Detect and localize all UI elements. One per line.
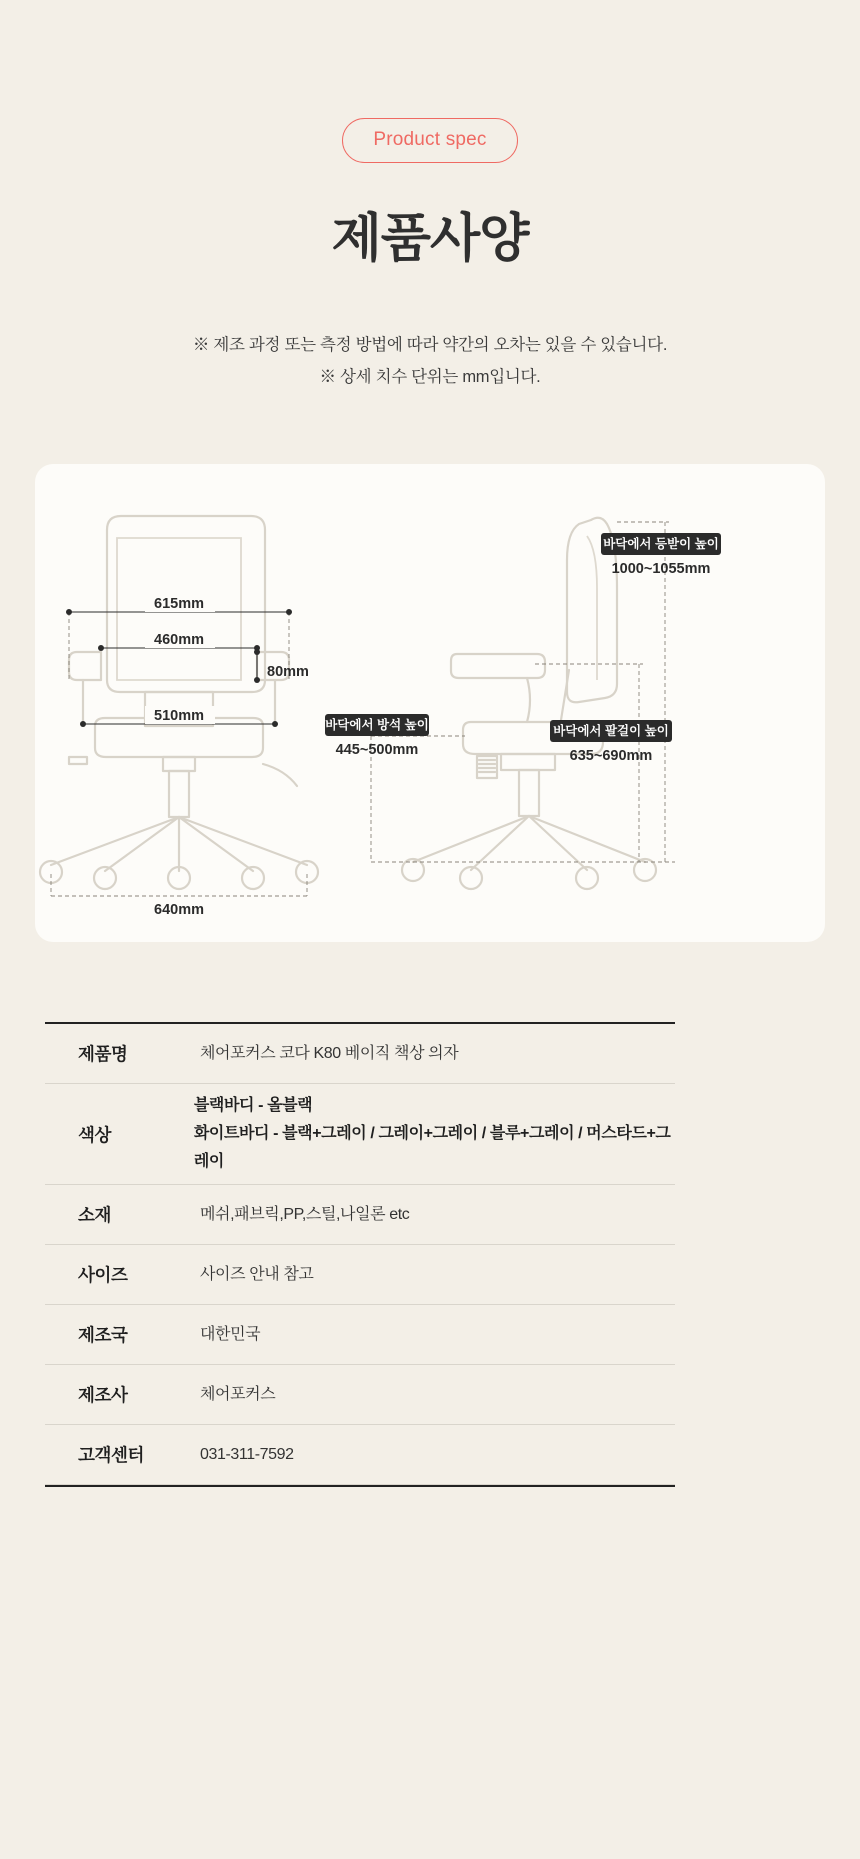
table-row <box>45 1024 675 1084</box>
svg-text:바닥에서 방석 높이: 바닥에서 방석 높이 <box>325 718 429 732</box>
spec-value-line: 031-311-7592 <box>200 1445 294 1463</box>
svg-text:445~500mm: 445~500mm <box>335 742 419 758</box>
spec-value <box>200 1201 409 1229</box>
spec-key: 고객센터 <box>78 1445 145 1465</box>
product-spec-badge: Product spec <box>342 118 517 163</box>
spec-value-line: 사이즈 안내 참고 <box>200 1265 314 1283</box>
spec-value <box>200 1441 294 1469</box>
spec-value <box>200 1261 313 1289</box>
chair-dimension-diagram <box>35 464 825 942</box>
spec-table-bottom-border <box>45 1485 675 1487</box>
spec-value-line: 대한민국 <box>200 1325 261 1343</box>
note-line-1: ※ 제조 과정 또는 측정 방법에 따라 약간의 오차는 있을 수 있습니다. <box>192 336 668 354</box>
dim-base-width: 640mm <box>154 902 204 918</box>
table-row <box>45 1084 675 1185</box>
spec-value-line: 메쉬,패브릭,PP,스틸,나일론 etc <box>200 1205 410 1223</box>
spec-table <box>45 1022 675 1487</box>
front-view-chair <box>40 516 318 889</box>
spec-value-line: 체어포커스 <box>200 1385 276 1403</box>
svg-text:635~690mm: 635~690mm <box>569 748 653 764</box>
spec-key: 소재 <box>78 1205 112 1225</box>
spec-key: 제품명 <box>78 1044 128 1064</box>
callout-seat-height <box>325 714 429 758</box>
table-row <box>45 1245 675 1305</box>
spec-value <box>200 1381 275 1409</box>
badge-container <box>0 0 860 163</box>
spec-value <box>200 1040 458 1068</box>
table-row <box>45 1365 675 1425</box>
svg-text:1000~1055mm: 1000~1055mm <box>611 561 711 577</box>
spec-value-line: 블랙바디 - 올블랙 <box>193 1097 313 1114</box>
table-row <box>45 1425 675 1485</box>
callout-back-height <box>601 533 721 577</box>
page-title: 제품사양 <box>331 210 529 268</box>
spec-value <box>200 1321 260 1349</box>
table-row <box>45 1185 675 1245</box>
dim-width-inner: 460mm <box>154 632 204 648</box>
callout-arm-height <box>550 720 672 764</box>
dim-seat-width: 510mm <box>154 708 204 724</box>
svg-text:바닥에서 등받이 높이: 바닥에서 등받이 높이 <box>603 537 719 551</box>
side-dimensions <box>325 522 721 862</box>
spec-key: 제조국 <box>78 1325 128 1345</box>
notes-block <box>0 329 860 393</box>
spec-value-line: 화이트바디 - 블랙+그레이 / 그레이+그레이 / 블루+그레이 / 머스타드+그레이 <box>193 1125 671 1170</box>
spec-value-line: 체어포커스 코다 K80 베이직 책상 의자 <box>200 1044 459 1062</box>
spec-key: 색상 <box>78 1124 112 1145</box>
svg-text:바닥에서 팔걸이 높이: 바닥에서 팔걸이 높이 <box>553 724 669 738</box>
spec-key: 사이즈 <box>78 1265 128 1285</box>
note-line-2: ※ 상세 치수 단위는 mm입니다. <box>319 368 541 387</box>
table-row <box>45 1305 675 1365</box>
spec-key: 제조사 <box>78 1385 128 1405</box>
dim-armrest-thickness: 80mm <box>267 664 309 680</box>
spec-value <box>194 1092 675 1176</box>
dimension-diagram-card <box>35 464 825 942</box>
dim-width-total: 615mm <box>154 596 204 612</box>
